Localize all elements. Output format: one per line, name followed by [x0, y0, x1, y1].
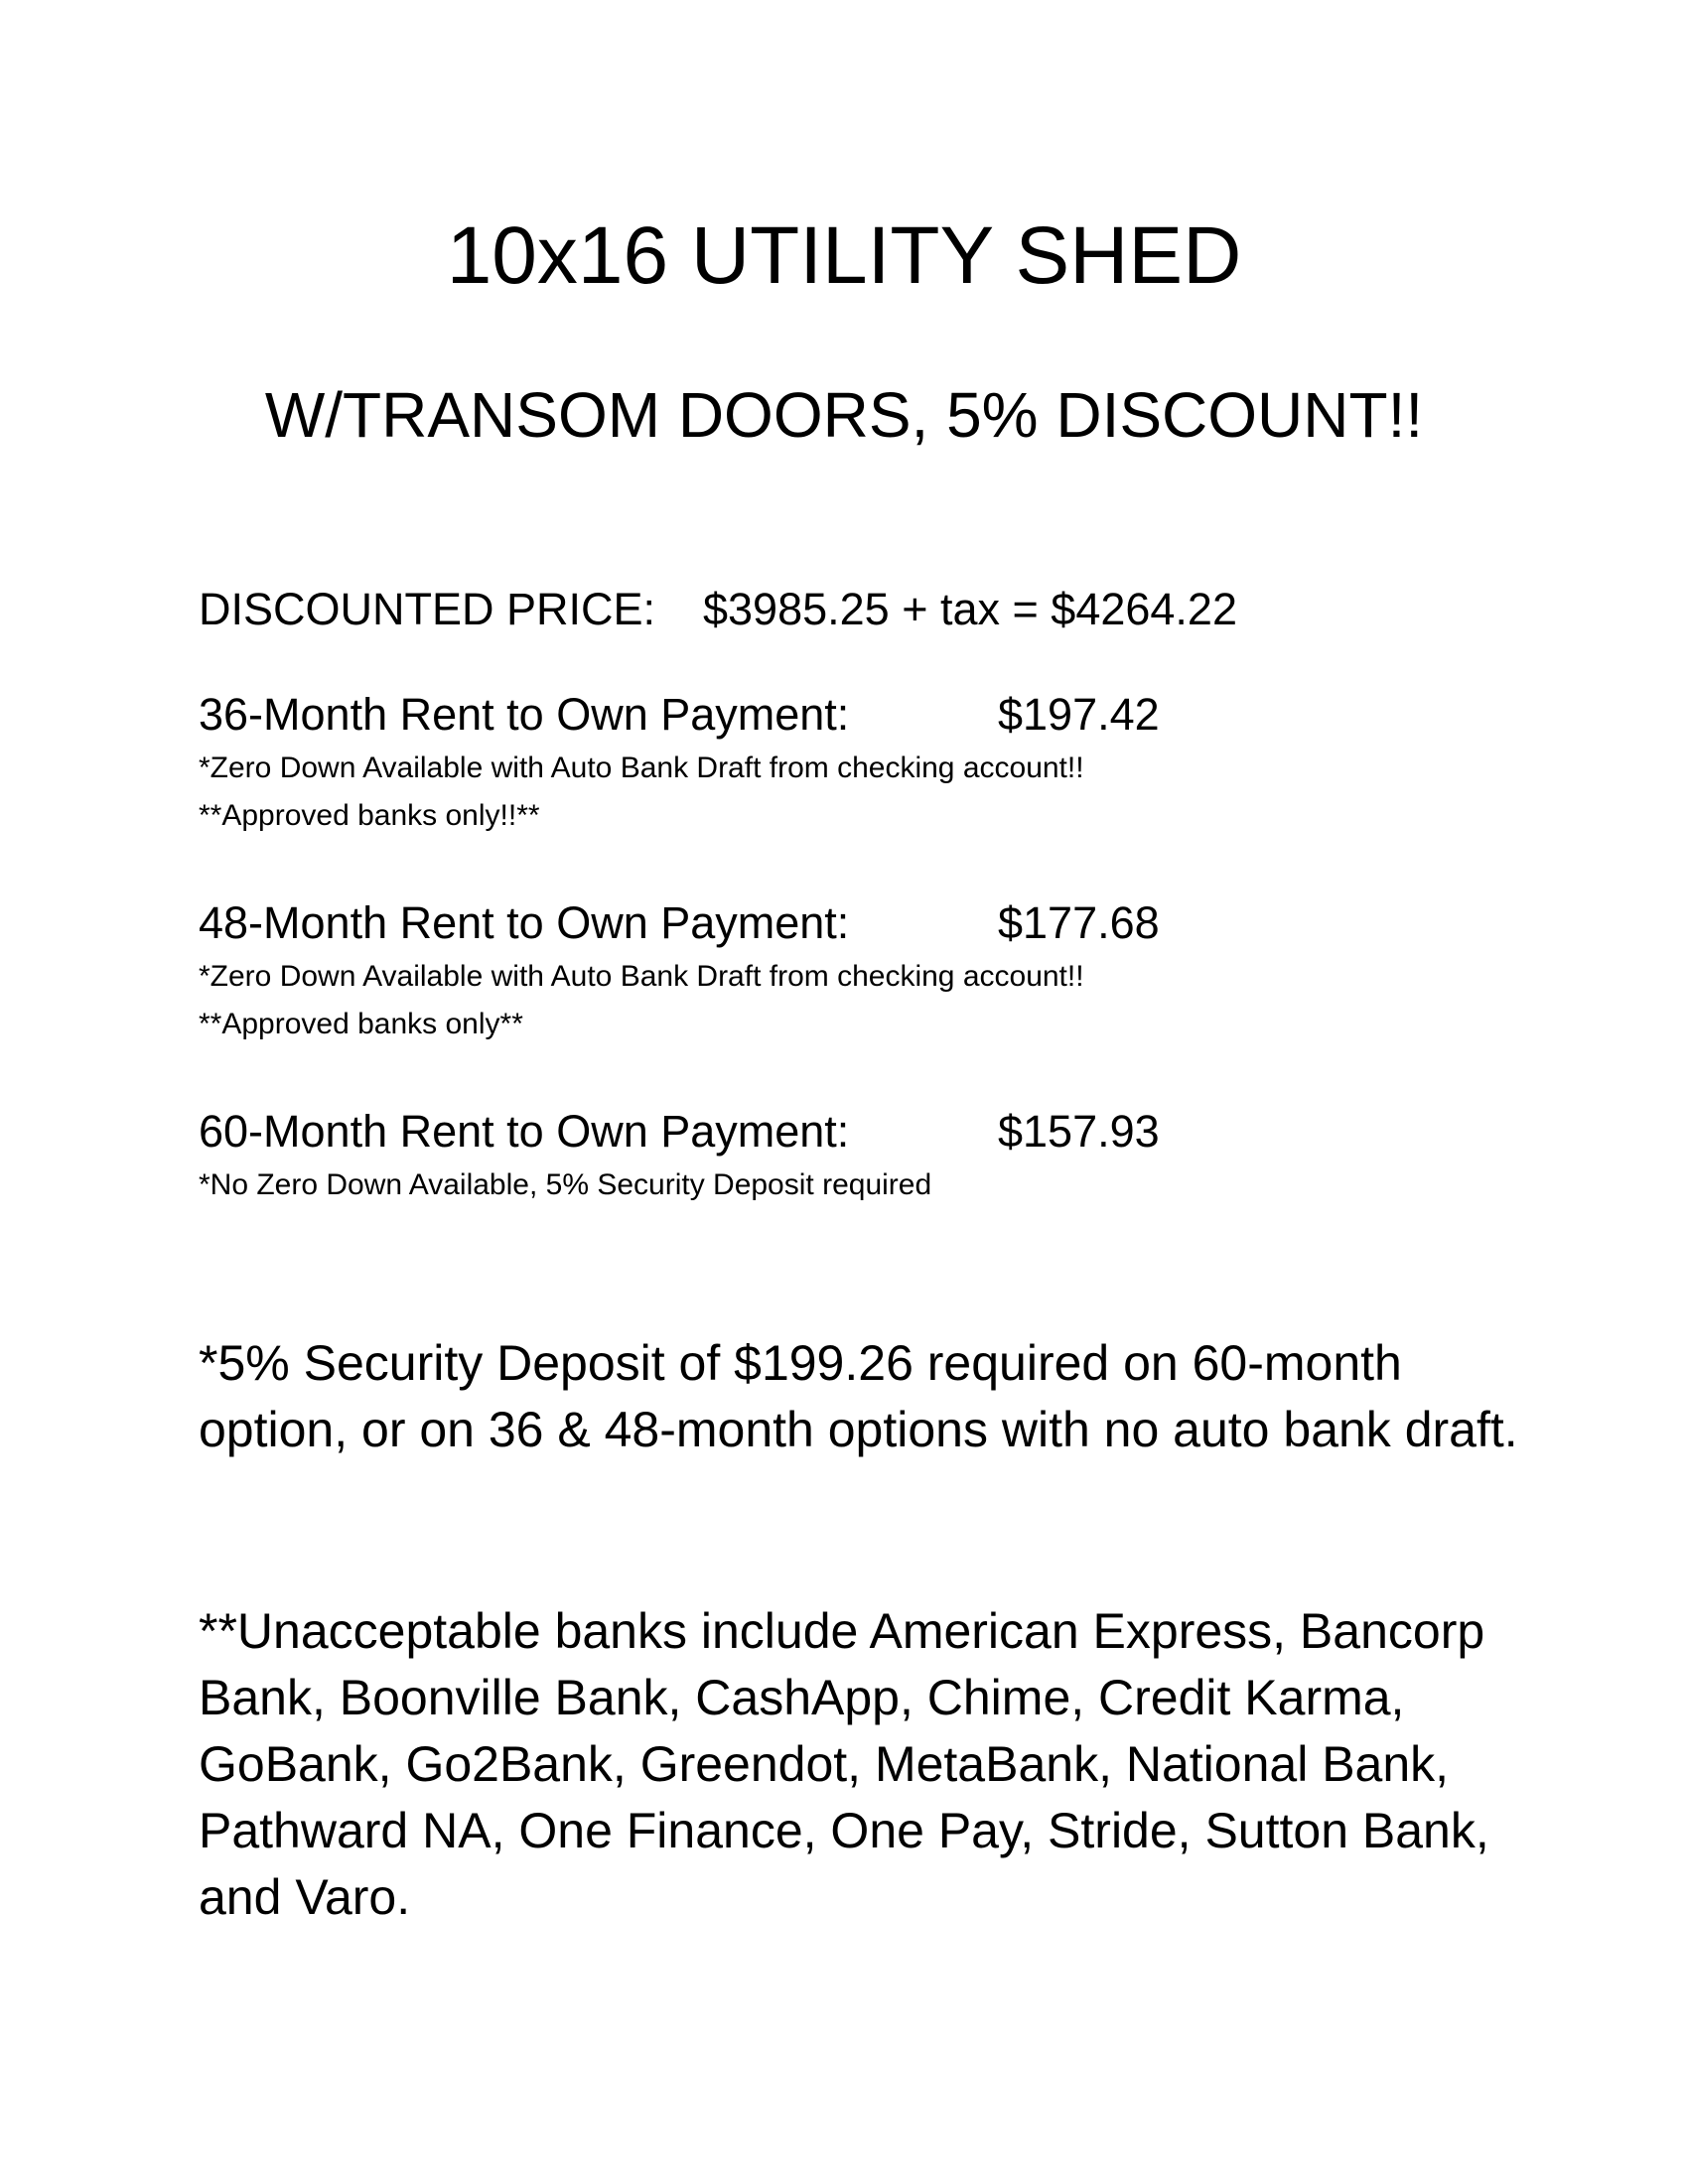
discounted-price-label: DISCOUNTED PRICE:: [199, 584, 656, 634]
payment-48-row: [199, 895, 1160, 951]
payment-36-label: 36-Month Rent to Own Payment:: [199, 689, 850, 740]
payment-60-row: [199, 1104, 1160, 1160]
payment-60-label: 60-Month Rent to Own Payment:: [199, 1106, 850, 1157]
payment-48-note: *Zero Down Available with Auto Bank Draft from checking account!!: [199, 960, 1084, 993]
unacceptable-banks-note: **Unacceptable banks include American Express, Bancorp Bank, Boonville Bank, CashApp, Chime, Credit Karma, GoBank, Go2Bank, Greendot, MetaBank, National Bank, Pathward NA, One Finance, One Pay, Stride, Sutton Bank, and Varo.: [199, 1603, 1489, 1925]
payment-60-note: *No Zero Down Available, 5% Security Deposit required: [199, 1168, 932, 1201]
security-deposit-note: *5% Security Deposit of $199.26 required on 60-month option, or on 36 & 48-month options with no auto bank draft.: [199, 1335, 1518, 1457]
payment-36-note: **Approved banks only!!**: [199, 799, 540, 832]
payment-36-amount: $197.42: [998, 689, 1160, 740]
payment-48-note: **Approved banks only**: [199, 1008, 523, 1040]
payment-36-note: *Zero Down Available with Auto Bank Draft from checking account!!: [199, 751, 1084, 784]
payment-36-row: [199, 687, 1160, 743]
page-title: 10x16 UTILITY SHED: [446, 210, 1242, 301]
payment-48-label: 48-Month Rent to Own Payment:: [199, 897, 850, 948]
payment-60-amount: $157.93: [998, 1106, 1160, 1157]
discounted-price-value: $3985.25 + tax = $4264.22: [703, 584, 1237, 634]
discounted-price-row: [199, 582, 1237, 637]
page-subtitle: W/TRANSOM DOORS, 5% DISCOUNT!!: [264, 379, 1424, 451]
payment-48-amount: $177.68: [998, 897, 1160, 948]
